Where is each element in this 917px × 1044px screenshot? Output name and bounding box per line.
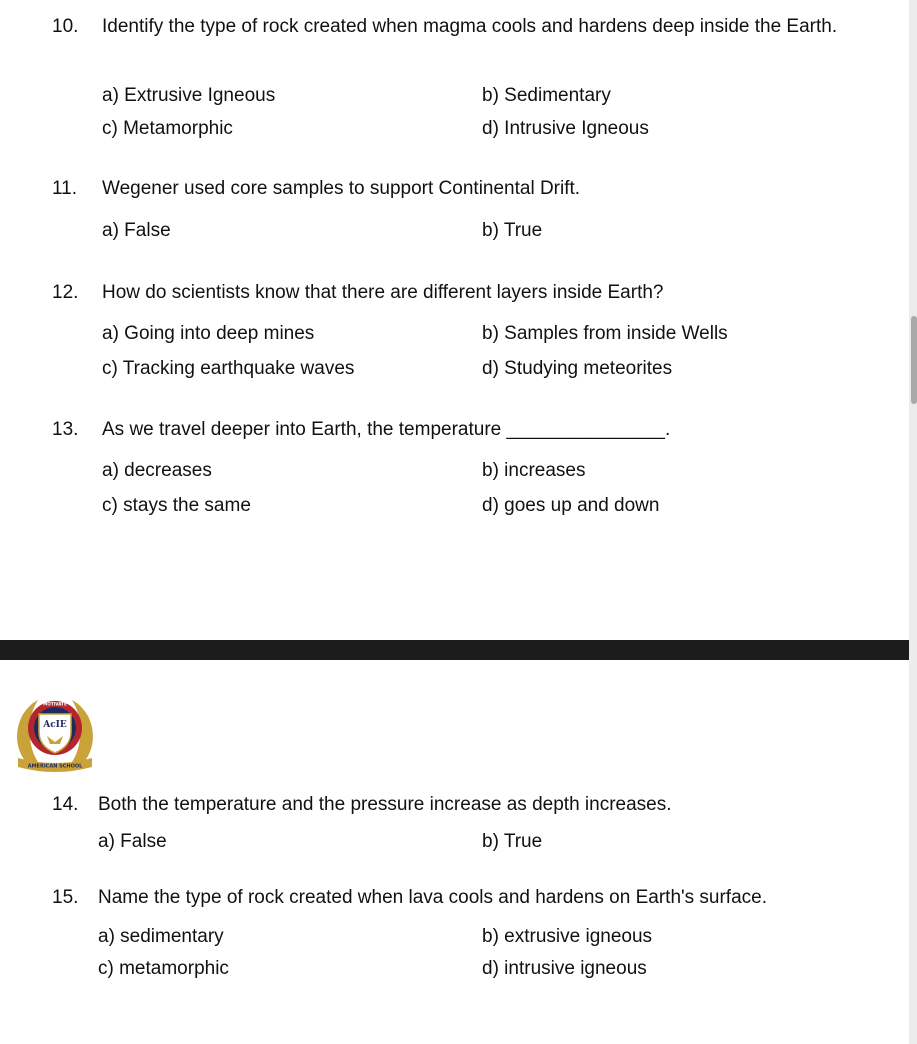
option-a[interactable]: a) Extrusive Igneous bbox=[102, 85, 276, 106]
question-text: Wegener used core samples to support Continental Drift. bbox=[102, 178, 581, 199]
question-text: As we travel deeper into Earth, the temperature _______________. bbox=[102, 419, 671, 440]
question-text: Both the temperature and the pressure increase as depth increases. bbox=[98, 794, 672, 815]
question-12 bbox=[0, 281, 880, 311]
question-number: 12. bbox=[52, 282, 79, 303]
page-break bbox=[0, 640, 909, 660]
question-text: Name the type of rock created when lava cools and hardens on Earth's surface. bbox=[98, 887, 767, 908]
scrollbar-thumb[interactable] bbox=[911, 316, 917, 404]
option-d[interactable]: d) Studying meteorites bbox=[482, 358, 673, 379]
question-text: How do scientists know that there are different layers inside Earth? bbox=[102, 282, 664, 303]
question-number: 14. bbox=[52, 794, 79, 815]
question-number: 13. bbox=[52, 419, 79, 440]
option-a[interactable]: a) decreases bbox=[102, 460, 212, 481]
crest-banner-text: AMERICAN SCHOOL bbox=[27, 763, 83, 770]
option-d[interactable]: d) intrusive igneous bbox=[482, 958, 647, 979]
question-number: 11. bbox=[52, 178, 78, 199]
option-a[interactable]: a) sedimentary bbox=[98, 926, 224, 947]
question-text: Identify the type of rock created when magma cools and hardens deep inside the Earth. bbox=[102, 16, 838, 37]
question-number: 15. bbox=[52, 887, 79, 908]
option-d[interactable]: d) Intrusive Igneous bbox=[482, 118, 649, 139]
option-c[interactable]: c) stays the same bbox=[102, 495, 251, 516]
scrollbar-track[interactable] bbox=[909, 0, 917, 1044]
option-c[interactable]: c) Tracking earthquake waves bbox=[102, 358, 355, 379]
crest-monogram: AcIE bbox=[43, 720, 67, 730]
option-b[interactable]: b) extrusive igneous bbox=[482, 926, 653, 947]
school-crest-logo bbox=[14, 692, 96, 776]
option-a[interactable]: a) False bbox=[102, 220, 171, 241]
option-d[interactable]: d) goes up and down bbox=[482, 495, 660, 516]
crest-top-text: MOTIVATE bbox=[43, 701, 67, 707]
option-a[interactable]: a) False bbox=[98, 831, 167, 852]
question-11 bbox=[0, 177, 880, 207]
option-a[interactable]: a) Going into deep mines bbox=[102, 323, 315, 344]
question-13 bbox=[0, 418, 880, 448]
option-b[interactable]: b) increases bbox=[482, 460, 586, 481]
question-14 bbox=[0, 793, 880, 823]
question-number: 10. bbox=[52, 16, 79, 37]
option-b[interactable]: b) True bbox=[482, 220, 543, 241]
option-c[interactable]: c) Metamorphic bbox=[102, 118, 233, 139]
option-b[interactable]: b) Sedimentary bbox=[482, 85, 611, 106]
option-b[interactable]: b) Samples from inside Wells bbox=[482, 323, 728, 344]
option-b[interactable]: b) True bbox=[482, 831, 543, 852]
question-15 bbox=[0, 886, 880, 916]
option-c[interactable]: c) metamorphic bbox=[98, 958, 229, 979]
